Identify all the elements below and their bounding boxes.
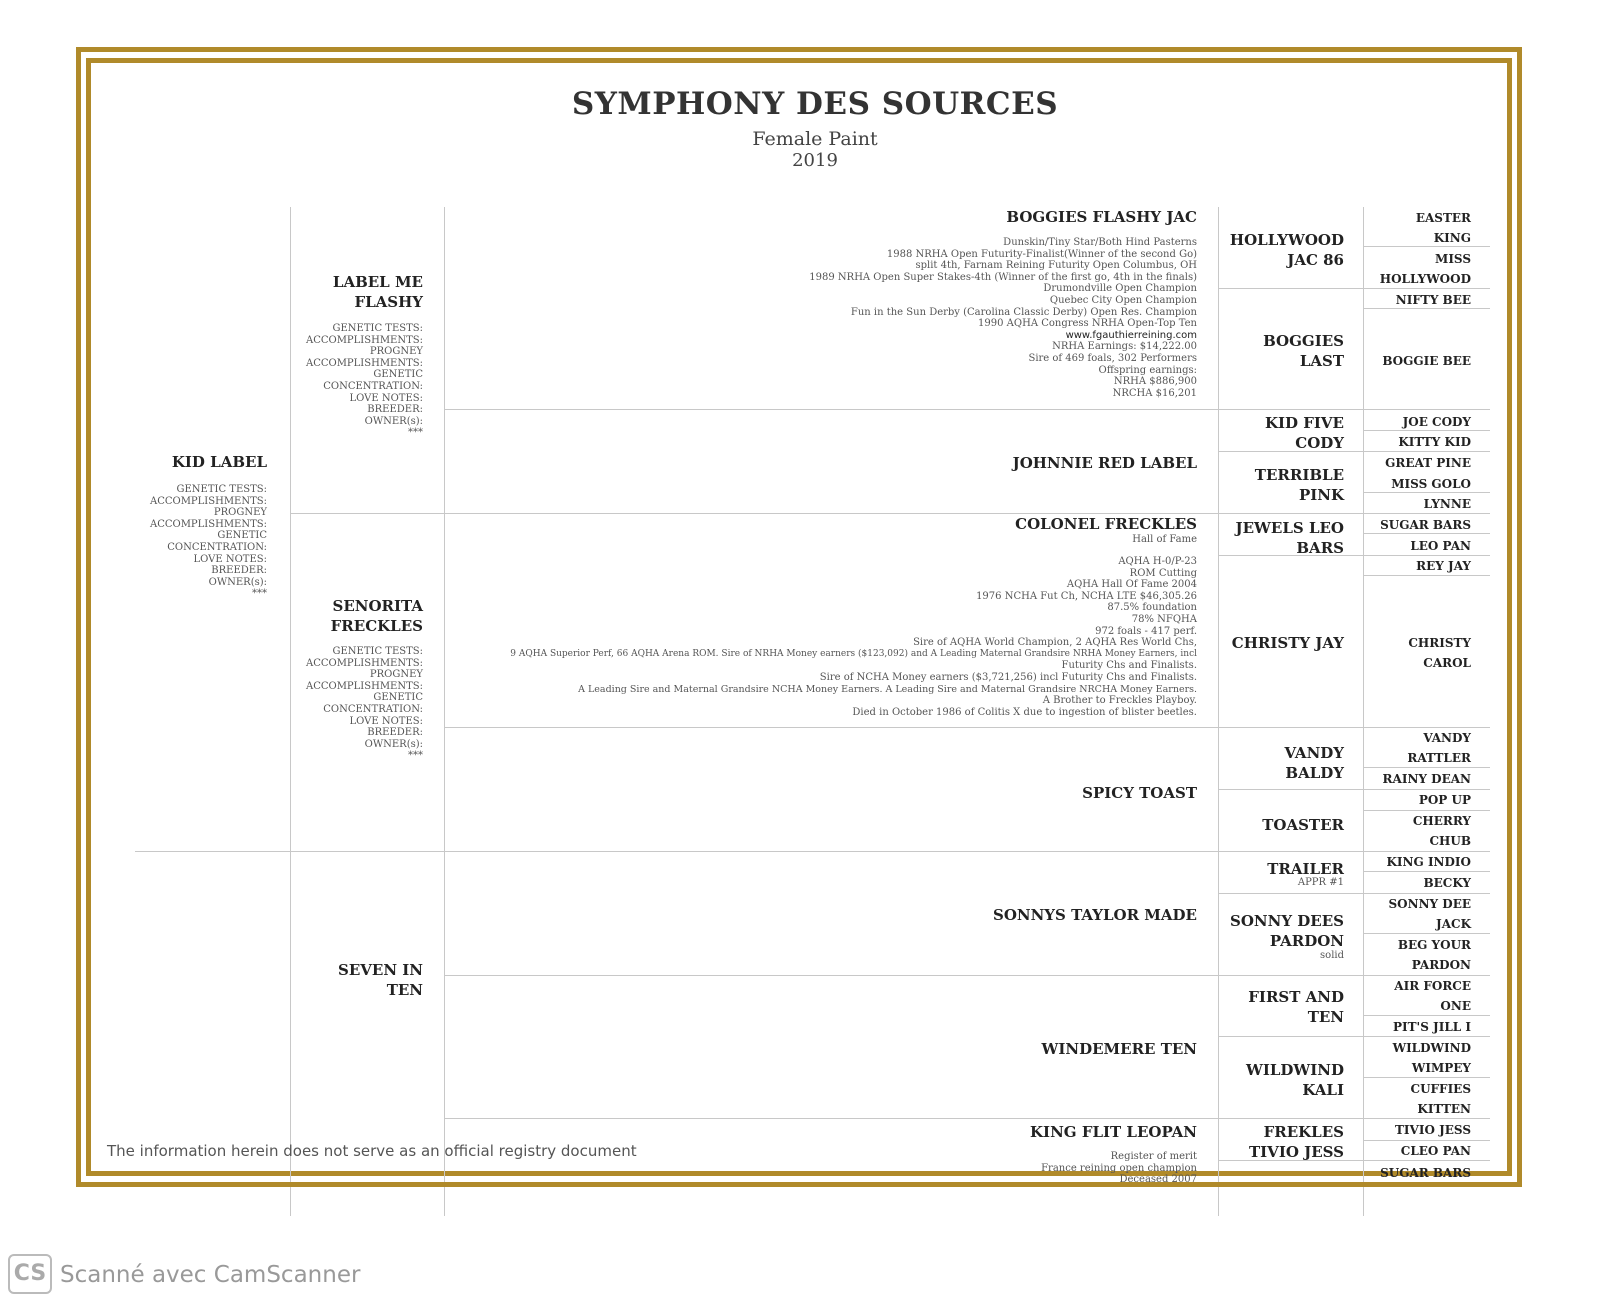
gen5-name: PARDON [1411,958,1471,972]
gen5-name: KING INDIO [1386,855,1471,869]
gen5-name: LYNNE [1423,497,1471,511]
sire-name: KID LABEL [171,453,267,471]
gen5-name: KING [1433,231,1471,245]
senorita-freckles-name: SENORITA FRECKLES [330,597,423,635]
boggies-flashy-jac-name: BOGGIES FLASHY JAC [1006,208,1197,226]
gen5-name: TIVIO JESS [1395,1123,1471,1137]
website-text: www.fgauthierreining.com [1065,329,1197,341]
label-me-flashy-name: LABEL ME FLASHY [332,273,423,311]
gen5-name: BOGGIE BEE [1382,354,1471,368]
boggies-last-name: BOGGIES LAST [1263,332,1344,370]
wildwind-kali-name: WILDWIND KALI [1246,1061,1344,1099]
disclaimer-text: The information herein does not serve as an official registry document [107,1142,637,1160]
gen5-name: RAINY DEAN [1382,772,1471,786]
gen5-name: CHERRY [1412,814,1471,828]
king-flit-leopan-notes: Register of merit France reining open champion Deceased 2007 [1041,1151,1197,1186]
gen5-name: BECKY [1423,876,1471,890]
gen5-name: VANDY [1423,731,1471,745]
kid-five-cody-name: KID FIVE CODY [1264,414,1344,452]
gen5-name: SUGAR BARS [1380,518,1471,532]
gen5-name: KITTY KID [1398,435,1471,449]
terrible-pink-name: TERRIBLE PINK [1254,466,1344,504]
gen5-name: RATTLER [1407,751,1471,765]
colonel-freckles-name: COLONEL FRECKLES [1015,515,1197,533]
frekles-tivio-jess-name: FREKLES TIVIO JESS [1249,1123,1344,1161]
gen5-name: SUGAR BARS [1380,1166,1471,1180]
gen5-name: CUFFIES [1410,1082,1471,1096]
sire-info-block: GENETIC TESTS: ACCOMPLISHMENTS: PROGNEY ACCOMPLISHMENTS: GENETIC CONCENTRATION: LOVE NOTES: BREEDER: OWNER(s): *** [149,484,267,600]
column-divider-tail [1363,1186,1364,1216]
gen5-name: WIMPEY [1411,1061,1471,1075]
toaster-name: TOASTER [1262,816,1344,834]
gen5-name: SONNY DEE [1388,897,1471,911]
trailer-note: APPR #1 [1297,877,1344,888]
gen5-name: POP UP [1418,793,1471,807]
outer-gold-border-bottom [76,47,1522,1187]
camscanner-logo: CS [8,1254,52,1294]
jewels-leo-bars-name: JEWELS LEO BARS [1235,519,1344,557]
gen5-name: CHRISTY [1408,636,1471,650]
gen5-name: WILDWIND [1392,1041,1471,1055]
gen5-name: AIR FORCE [1394,979,1471,993]
gen5-name: GREAT PINE [1385,456,1471,470]
gen5-name: KITTEN [1417,1102,1471,1116]
camscanner-watermark: Scanné avec CamScanner [60,1262,361,1288]
colonel-freckles-notes: AQHA H-0/P-23 ROM Cutting AQHA Hall Of Fame 2004 1976 NCHA Fut Ch, NCHA LTE $46,305.26 87.5% foundation 78% NFQHA 972 foals - 417 perf. Sire of AQHA World Champion, 2 AQHA Res World Chs, 9 AQHA Superior Perf, 66 AQHA Arena ROM. Sire of NRHA Money earners ($123,092) and A Leading Maternal Grandsire NRHA Money Earners, incl Futurity Chs and Finalists. Sire of NCHA Money earners ($3,721,256) incl Futurity Chs and Finalists. A Leading Sire and Maternal Grandsire NCHA Money Earners. A Leading Sire and Maternal Grandsire NRCHA Money Earners. A Brother to Freckles Playboy. Died in October 1986 of Colitis X due to ingestion of blister beetles. [510,556,1197,718]
column-divider-tail [444,1186,445,1216]
sonny-dees-pardon-note: solid [1320,950,1344,961]
gen5-name: MISS GOLO [1391,477,1471,491]
gen5-name: BEG YOUR [1397,938,1471,952]
gen5-name: EASTER [1415,211,1471,225]
gen5-name: NIFTY BEE [1395,293,1471,307]
gen5-name: CLEO PAN [1400,1144,1471,1158]
vandy-baldy-name: VANDY BALDY [1284,744,1344,782]
gen5-name: REY JAY [1416,559,1471,573]
gen5-name: ONE [1440,999,1471,1013]
horse-description: Female Paint [752,128,878,150]
first-and-ten-name: FIRST AND TEN [1248,988,1344,1026]
horse-year: 2019 [792,150,838,171]
seven-in-ten-name: SEVEN IN TEN [338,961,423,999]
boggies-flashy-jac-notes: Dunskin/Tiny Star/Both Hind Pasterns 1988 NRHA Open Futurity-Finalist(Winner of the second Go) split 4th, Farnam Reining Futurity Open Columbus, OH 1989 NRHA Open Super Stakes-4th (Winner of the first go, 4th in the finals) Drumondville Open Champion Quebec City Open Champion Fun in the Sun Derby (Carolina Classic Derby) Open Res. Champion 1990 AQHA Congress NRHA Open-Top Ten www.fgauthierreining.com NRHA Earnings: $14,222.00 Sire of 469 foals, 302 Performers Offspring earnings: NRHA $886,900 NRCHA $16,201 [450,237,1197,399]
christy-jay-name: CHRISTY JAY [1231,634,1344,652]
colonel-freckles-hall: Hall of Fame [1132,534,1197,545]
king-flit-leopan-name: KING FLIT LEOPAN [1030,1123,1197,1141]
gen5-name: LEO PAN [1410,539,1471,553]
windemere-ten-name: WINDEMERE TEN [1041,1040,1197,1058]
sonny-dees-pardon-name: SONNY DEES PARDON [1230,912,1344,950]
gen5-name: JOE CODY [1402,415,1471,429]
gen5-name: CHUB [1429,834,1471,848]
gen5-name: MISS [1435,252,1471,266]
senorita-freckles-info: GENETIC TESTS: ACCOMPLISHMENTS: PROGNEY ACCOMPLISHMENTS: GENETIC CONCENTRATION: LOVE NOTES: BREEDER: OWNER(s): *** [305,646,423,762]
trailer-name: TRAILER [1267,860,1344,878]
column-divider-tail [1218,1186,1219,1216]
label-me-flashy-info: GENETIC TESTS: ACCOMPLISHMENTS: PROGNEY ACCOMPLISHMENTS: GENETIC CONCENTRATION: LOVE NOTES: BREEDER: OWNER(s): *** [305,323,423,439]
gen5-name: PIT'S JILL I [1392,1020,1471,1034]
page-title: SYMPHONY DES SOURCES [571,86,1059,122]
sonnys-taylor-made-name: SONNYS TAYLOR MADE [992,906,1197,924]
spicy-toast-name: SPICY TOAST [1082,784,1197,802]
bottom-mask [0,1187,1600,1223]
gen5-name: HOLLYWOOD [1379,272,1471,286]
gen5-name: JACK [1436,917,1471,931]
gen5-name: CAROL [1423,656,1471,670]
column-divider-tail [290,1186,291,1216]
johnnie-red-label-name: JOHNNIE RED LABEL [1012,454,1197,472]
hollywood-jac-86-name: HOLLYWOOD JAC 86 [1229,231,1344,269]
